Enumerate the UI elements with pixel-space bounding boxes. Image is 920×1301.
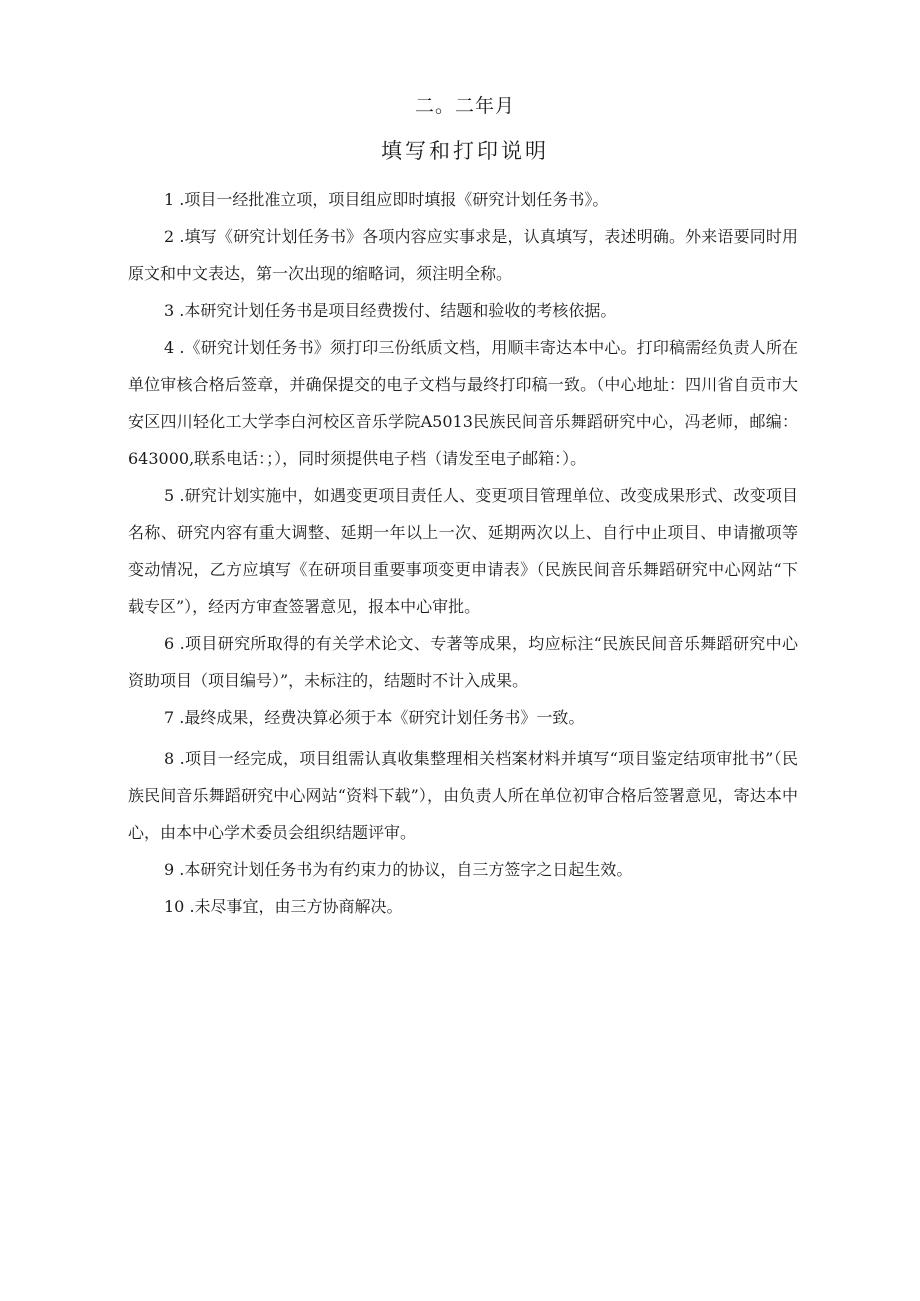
- instruction-item-9: 9 .本研究计划任务书为有约束力的协议，自三方签字之日起生效。: [164, 860, 633, 879]
- instructions-list: [128, 181, 798, 925]
- date-line: 二。二年月: [414, 95, 515, 117]
- instruction-item-4: 4 .《研究计划任务书》须打印三份纸质文档，用顺丰寄达本中心。打印稿需经负责人所在单位审核合格后签章，并确保提交的电子文档与最终打印稿一致。（中心地址：四川省自贡市大安区四川轻化工大学李白河校区音乐学院A5013民族民间音乐舞蹈研究中心，冯老师，邮编：643000,联系电话：；），同时须提供电子档（请发至电子邮箱：）。: [128, 338, 798, 468]
- page-title: 填写和打印说明: [381, 139, 549, 163]
- instruction-item-5: 5 .研究计划实施中，如遇变更项目责任人、变更项目管理单位、改变成果形式、改变项目名称、研究内容有重大调整、延期一年以上一次、延期两次以上、自行中止项目、申请撤项等变动情况，乙方应填写《在研项目重要事项变更申请表》（民族民间音乐舞蹈研究中心网站“下载专区”），经丙方审查签署意见，报本中心审批。: [128, 486, 798, 616]
- instruction-item-6: 6 .项目研究所取得的有关学术论文、专著等成果，均应标注“民族民间音乐舞蹈研究中心资助项目（项目编号）”，未标注的，结题时不计入成果。: [128, 634, 798, 690]
- instruction-item-8: 8 .项目一经完成，项目组需认真收集整理相关档案材料并填写“项目鉴定结项审批书”（民族民间音乐舞蹈研究中心网站“资料下载”），由负责人所在单位初审合格后签署意见，寄达本中心，由本中心学术委员会组织结题评审。: [128, 749, 798, 842]
- instruction-item-3: 3 .本研究计划任务书是项目经费拨付、结题和验收的考核依据。: [164, 301, 617, 320]
- instruction-item-2: 2 .填写《研究计划任务书》各项内容应实事求是，认真填写，表述明确。外来语要同时用原文和中文表达，第一次出现的缩略词，须注明全称。: [128, 227, 798, 283]
- instruction-item-10: 10 .未尽事宜，由三方协商解决。: [164, 897, 403, 916]
- instruction-item-1: 1 .项目一经批准立项，项目组应即时填报《研究计划任务书》。: [164, 190, 609, 209]
- instruction-item-7: 7 .最终成果，经费决算必须于本《研究计划任务书》一致。: [164, 708, 585, 727]
